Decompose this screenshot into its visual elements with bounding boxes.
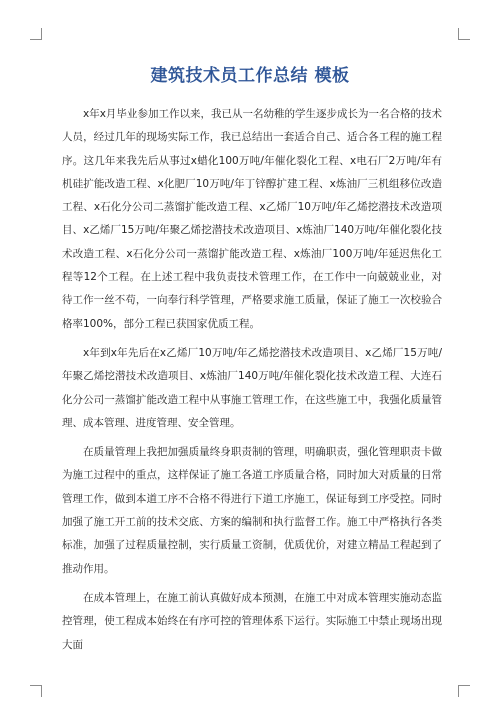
- paragraph: x年到x年先后在x乙烯厂10万吨/年乙烯挖潜技术改造项目、x乙烯厂15万吨/年聚乙烯挖潜技术改造项目、x炼油厂140万吨/年催化裂化技术改造工程、大连石化分公司一蒸馏扩能改造工程中从事施工管理工作，在这些施工中，我强化质量管理、成本管理、进度管理、安全管理。: [62, 346, 442, 429]
- corner-mark-bottom-right: [458, 685, 470, 697]
- paragraph: 在质量管理上我把加强质量终身职责制的管理，明确职责，强化管理职责卡做为施工过程中的重点，这样保证了施工各道工序质量合格，同时加大对质量的日常管理工作，做到本道工序不合格不得进行下道工序施工，保证每到工序受控。同时加强了施工开工前的技术交底、方案的编制和执行监督工作。施工中严格执行各类标准，加强了过程质量控制，实行质量工资制，优质优价，对建立精品工程起到了推动作用。: [62, 446, 442, 575]
- document-body: [62, 103, 442, 663]
- paragraph: x年x月毕业参加工作以来，我已从一名幼稚的学生逐步成长为一名合格的技术人员，经过几年的现场实际工作，我已总结出一套适合自己、适合各工程的施工程序。这几年来我先后从事过x蜡化100万吨/年催化裂化工程、x电石厂2万吨/年有机硅扩能改造工程、x化肥厂10万吨/年丁锌醇扩建工程、x炼油厂三机组移位改造工程、x石化分公司二蒸馏扩能改造工程、x乙烯厂10万吨/年乙烯挖潜技术改造项目、x乙烯厂15万吨/年聚乙烯挖潜技术改造项目、x炼油厂140万吨/年催化裂化技术改造工程、x石化分公司一蒸馏扩能改造工程、x炼油厂100万吨/年延迟焦化工程等12个工程。在上述工程中我负责技术管理工作，在工作中一向兢兢业业，对待工作一丝不苟，一向奉行科学管理，严格要求施工质量，保证了施工一次校验合格率100%，部分工程已获国家优质工程。: [62, 108, 442, 330]
- document-title: 建筑技术员工作总结 模板: [150, 66, 350, 86]
- corner-mark-top-right: [458, 28, 470, 40]
- paragraph: 在成本管理上，在施工前认真做好成本预测，在施工中对成本管理实施动态监控管理，使工程成本始终在有序可控的管理体系下运行。实际施工中禁止现场出现大面: [62, 591, 442, 651]
- corner-mark-bottom-left: [30, 685, 42, 697]
- corner-mark-top-left: [30, 28, 42, 40]
